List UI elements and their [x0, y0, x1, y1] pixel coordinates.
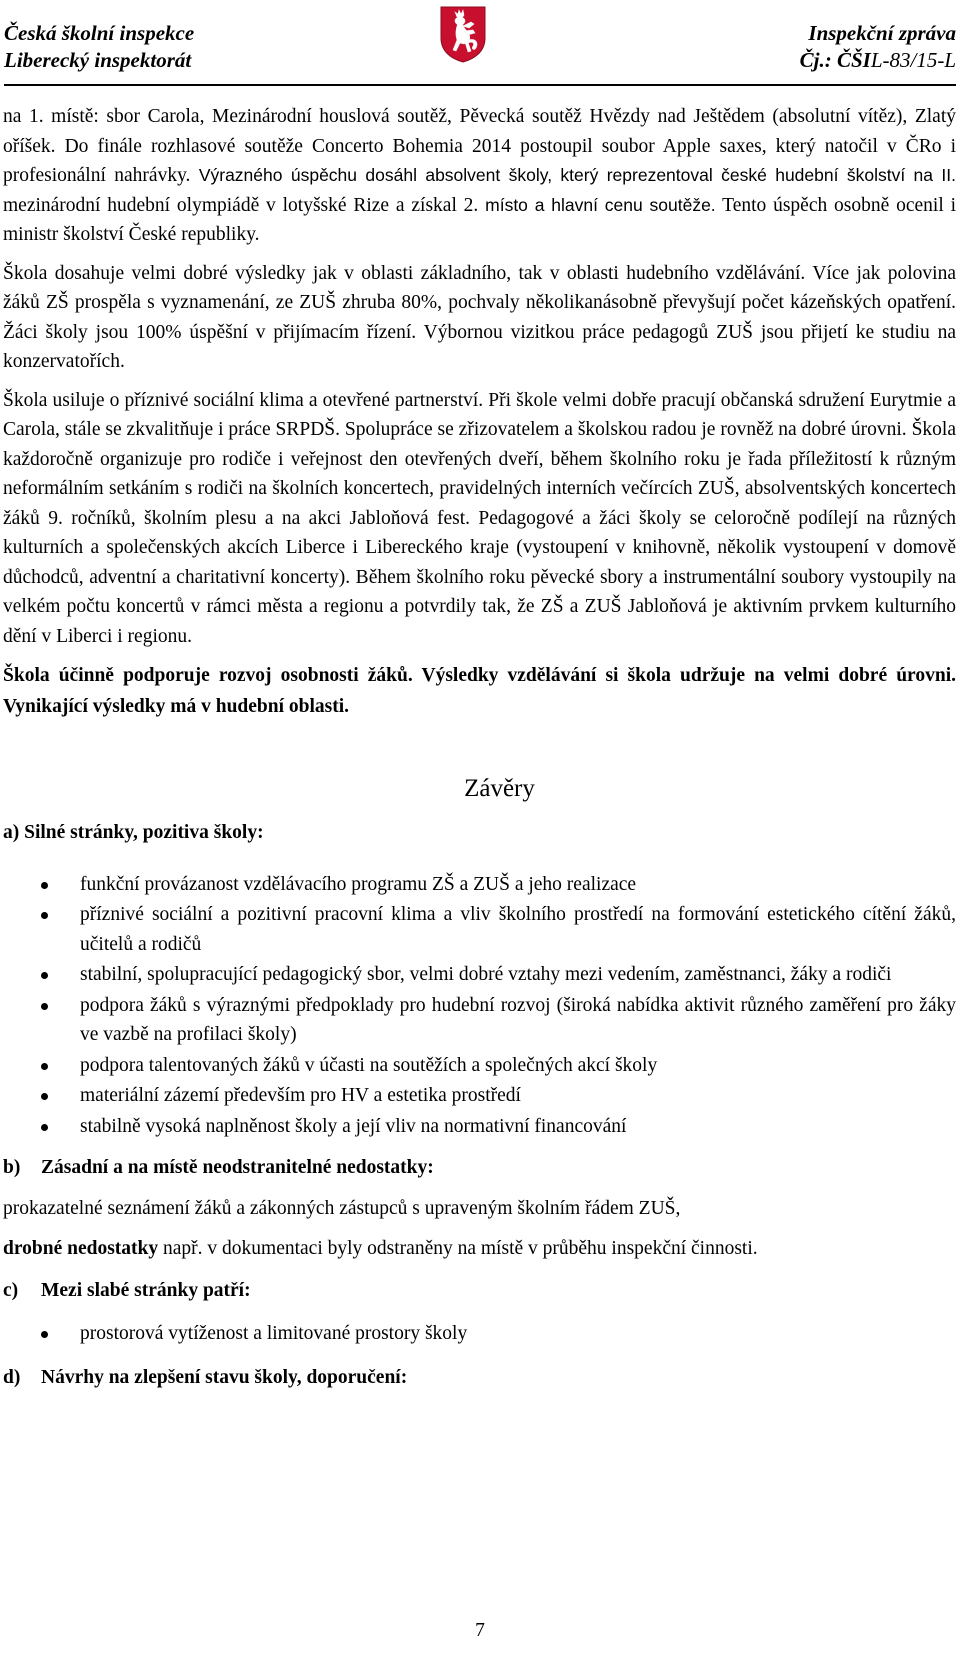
header-ref-prefix: Čj.: ČŠI: [799, 48, 871, 72]
bullet-icon: [41, 912, 48, 919]
header-divider: [4, 84, 956, 86]
achievements-minister: Tento úspěch osobně ocenil i ministr školství České republiky.: [3, 194, 956, 245]
list-item: příznivé sociální a pozitivní pracovní klima a vliv školního prostředí na formování estetického cítění žáků, učitelů a rodičů: [3, 900, 956, 959]
list-item: stabilně vysoká naplněnost školy a její vliv na normativní financování: [3, 1112, 956, 1142]
header-org: Česká školní inspekce: [4, 21, 195, 45]
paragraph-climate: Škola usiluje o příznivé sociální klima a otevřené partnerství. Při škole velmi dobře pracují občanská sdružení Eurytmie a Carola, stále se zkvalitňuje i práce SRPDŠ. Spolupráce se zřizovatelem a školskou radou je rovněž na dobré úrovni. Škola každoročně organizuje pro rodiče i veřejnost den otevřených dveří, během školního roku je řada příležitostí k různým neformálním setkáním s rodiči na školních koncertech, pravidelných interních večírcích ZUŠ, absolventských koncertech žáků 9. ročníků, školním plesu a na akci Jabloňová fest. Pedagogové a žáci školy se celoročně podílejí na různých kulturních a společenských akcích Liberce i Libereckého kraje (vystoupení v knihovně, několik vystoupení v domově důchodců, adventní a charitativní koncerty). Během školního roku pěvecké sbory a instrumentální soubory vystoupily na velkém počtu koncertů v rámci města a regionu a potvrdily tak, že ZŠ a ZUŠ Jabloňová je aktivním prvkem kulturního dění v Liberci i regionu.: [3, 389, 956, 647]
czech-lion-emblem-icon: [438, 4, 488, 64]
achievements-olympiad: mezinárodní hudební olympiádě v lotyšské Rize a získal 2.: [3, 194, 486, 216]
deficiencies-title: Zásadní a na místě neodstranitelné nedostatky:: [41, 1157, 434, 1178]
list-item: podpora talentovaných žáků v účasti na soutěžích a společných akcí školy: [3, 1051, 956, 1081]
strengths-list: [3, 870, 956, 1142]
recommendations-letter: d): [3, 1366, 21, 1388]
minor-deficiencies: [3, 1234, 956, 1264]
paragraph-results: Škola dosahuje velmi dobré výsledky jak v oblasti základního, tak v oblasti hudebního vzdělávání. Více jak polovina žáků ZŠ prospěla s vyznamenání, ze ZUŠ zhruba 80%, pochvaly několikanásobně převyšují počet kázeňských opatření. Žáci školy jsou 100% úspěšní v přijímacím řízení. Výbornou vizitkou práce pedagogů ZUŠ jsou přijetí ke studiu na konzervatořích.: [3, 262, 956, 372]
list-item: stabilní, spolupracující pedagogický sbor, velmi dobré vztahy mezi vedením, zaměstnanci, žáky a rodiči: [3, 960, 956, 990]
page-header: [0, 0, 960, 96]
bullet-icon: [41, 882, 48, 889]
header-reference: [800, 47, 956, 74]
deficiencies-letter: b): [3, 1157, 21, 1178]
list-item: funkční provázanost vzdělávacího programu ZŠ a ZUŠ a jeho realizace: [3, 870, 956, 900]
bullet-icon: [41, 972, 48, 979]
minor-deficiencies-text: např. v dokumentaci byly odstraněny na místě v průběhu inspekční činnosti.: [158, 1238, 758, 1259]
list-item: prostorová vytíženost a limitované prostory školy: [3, 1319, 956, 1349]
weaknesses-title: Mezi slabé stránky patří:: [41, 1279, 251, 1301]
deficiencies-heading: [3, 1153, 956, 1183]
weaknesses-heading: [3, 1276, 956, 1306]
bullet-icon: [41, 1063, 48, 1070]
header-report-title: Inspekční zpráva: [808, 21, 956, 45]
document-body: [3, 102, 956, 1392]
achievements-text: na 1. místě: sbor Carola, Mezinárodní houslová soutěž, Pěvecká soutěž Hvězdy nad Ještědem (absolutní vítěz), Zlatý oříšek. Do finále rozhlasové soutěže Concerto Bohemia 2014 postoupil soubor Apple saxes, který natočil v ČRo i profesionální nahrávky.: [3, 106, 956, 186]
weaknesses-list: [3, 1319, 956, 1349]
header-right: [800, 20, 956, 74]
list-item: materiální zázemí především pro HV a estetika prostředí: [3, 1081, 956, 1111]
bullet-icon: [41, 1331, 48, 1338]
deficiencies-text: prokazatelné seznámení žáků a zákonných zástupců s upraveným školním řádem ZUŠ,: [3, 1197, 681, 1219]
page-number: 7: [475, 1620, 485, 1641]
bullet-icon: [41, 1124, 48, 1131]
weaknesses-letter: c): [3, 1279, 19, 1301]
bullet-icon: [41, 1003, 48, 1010]
minor-deficiencies-label: drobné nedostatky: [3, 1238, 159, 1259]
header-office: Liberecký inspektorát: [4, 48, 192, 72]
achievements-graduate: Výrazného úspěchu dosáhl absolvent školy, který reprezentoval české hudební školství na II.: [198, 165, 956, 185]
header-left: [4, 20, 194, 74]
section-conclusion: Škola účinně podporuje rozvoj osobnosti žáků. Výsledky vzdělávání si škola udržuje na velmi dobré úrovni. Vynikající výsledky má v hudební oblasti.: [3, 665, 956, 717]
paragraph-achievements: [3, 102, 956, 250]
header-ref-suffix: L-83/15-L: [870, 48, 956, 72]
achievements-prize: místo a hlavní cenu soutěže.: [485, 194, 716, 215]
strengths-heading: a) Silné stránky, pozitiva školy:: [3, 822, 264, 843]
conclusions-heading: Závěry: [464, 775, 535, 802]
list-item: podpora žáků s výraznými předpoklady pro hudební rozvoj (široká nabídka aktivit různého zaměření pro žáky ve vazbě na profilaci školy): [3, 991, 956, 1050]
recommendations-title: Návrhy na zlepšení stavu školy, doporučení:: [41, 1366, 408, 1388]
bullet-icon: [41, 1093, 48, 1100]
recommendations-heading: [3, 1363, 956, 1393]
